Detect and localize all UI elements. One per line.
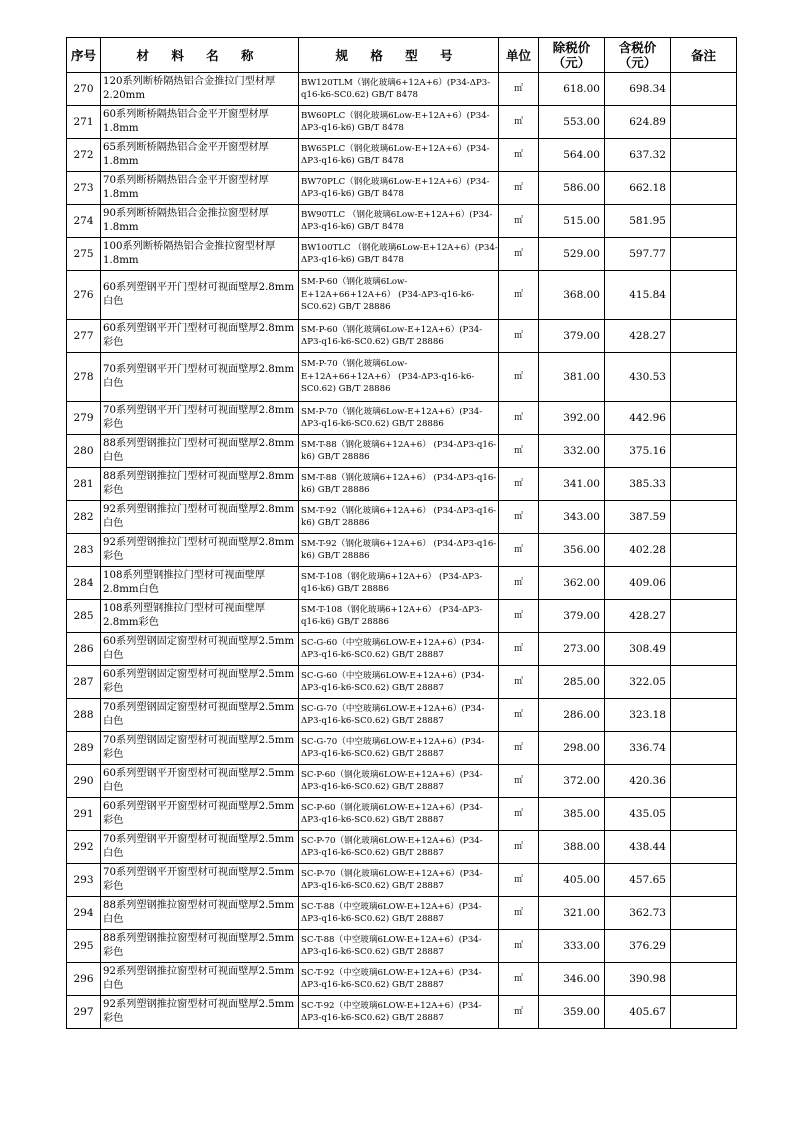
row-number-cell: 276 [67,271,101,320]
material-name-cell: 88系列塑钢推拉门型材可视面壁厚2.8mm彩色 [101,468,299,501]
material-price-table [66,37,737,1029]
row-number-cell: 275 [67,238,101,271]
remark-cell [671,435,737,468]
unit-cell: ㎡ [499,271,539,320]
unit-cell: ㎡ [499,699,539,732]
unit-cell: ㎡ [499,567,539,600]
price-ex-tax-cell: 286.00 [539,699,605,732]
table-row [67,963,737,996]
table-row [67,271,737,320]
spec-model-cell: SM-T-108（钢化玻璃6+12A+6） (P34-ΔP3-q16-k6) GB/T 28886 [299,567,499,600]
unit-cell: ㎡ [499,238,539,271]
material-name-cell: 60系列塑钢固定窗型材可视面壁厚2.5mm彩色 [101,666,299,699]
remark-cell [671,897,737,930]
table-row [67,435,737,468]
unit-cell: ㎡ [499,897,539,930]
table-row [67,666,737,699]
table-row [67,996,737,1029]
unit-cell: ㎡ [499,139,539,172]
table-header-row [67,38,737,73]
remark-cell [671,633,737,666]
spec-model-cell: SC-G-60（中空玻璃6LOW-E+12A+6）(P34-ΔP3-q16-k6-SC0.62) GB/T 28887 [299,633,499,666]
price-ex-tax-cell: 381.00 [539,353,605,402]
table-row [67,402,737,435]
remark-cell [671,172,737,205]
table-row [67,864,737,897]
table-row [67,567,737,600]
spec-model-cell: SC-G-60（中空玻璃6LOW-E+12A+6）(P34-ΔP3-q16-k6-SC0.62) GB/T 28887 [299,666,499,699]
spec-model-cell: SC-T-88（中空玻璃6LOW-E+12A+6）(P34-ΔP3-q16-k6-SC0.62) GB/T 28887 [299,897,499,930]
price-ex-tax-cell: 285.00 [539,666,605,699]
unit-cell: ㎡ [499,930,539,963]
row-number-cell: 277 [67,320,101,353]
spec-model-cell: SC-G-70（中空玻璃6LOW-E+12A+6）(P34-ΔP3-q16-k6-SC0.62) GB/T 28887 [299,732,499,765]
remark-cell [671,353,737,402]
price-inc-tax-cell: 438.44 [605,831,671,864]
spec-model-cell: SM-T-88（钢化玻璃6+12A+6） (P34-ΔP3-q16-k6) GB/T 28886 [299,435,499,468]
price-inc-tax-cell: 405.67 [605,996,671,1029]
remark-cell [671,765,737,798]
price-inc-tax-cell: 430.53 [605,353,671,402]
spec-model-cell: SM-T-108（钢化玻璃6+12A+6） (P34-ΔP3-q16-k6) GB/T 28886 [299,600,499,633]
header-spec: 规 格 型 号 [299,38,499,73]
table-row [67,353,737,402]
remark-cell [671,402,737,435]
unit-cell: ㎡ [499,732,539,765]
price-ex-tax-cell: 359.00 [539,996,605,1029]
table-row [67,501,737,534]
price-ex-tax-cell: 346.00 [539,963,605,996]
price-list-page [66,37,736,1029]
unit-cell: ㎡ [499,468,539,501]
material-name-cell: 60系列塑钢平开窗型材可视面壁厚2.5mm彩色 [101,798,299,831]
remark-cell [671,205,737,238]
price-inc-tax-cell: 435.05 [605,798,671,831]
material-name-cell: 108系列塑钢推拉门型材可视面壁厚2.8mm彩色 [101,600,299,633]
material-name-cell: 70系列塑钢固定窗型材可视面壁厚2.5mm白色 [101,699,299,732]
unit-cell: ㎡ [499,435,539,468]
price-ex-tax-cell: 362.00 [539,567,605,600]
table-row [67,320,737,353]
unit-cell: ㎡ [499,353,539,402]
remark-cell [671,930,737,963]
spec-model-cell: SC-T-92（中空玻璃6LOW-E+12A+6）(P34-ΔP3-q16-k6-SC0.62) GB/T 28887 [299,963,499,996]
row-number-cell: 271 [67,106,101,139]
price-ex-tax-cell: 405.00 [539,864,605,897]
spec-model-cell: BW90TLC （钢化玻璃6Low-E+12A+6）(P34-ΔP3-q16-k6) GB/T 8478 [299,205,499,238]
material-name-cell: 65系列断桥隔热铝合金平开窗型材厚1.8mm [101,139,299,172]
unit-cell: ㎡ [499,73,539,106]
price-inc-tax-cell: 387.59 [605,501,671,534]
price-inc-tax-cell: 442.96 [605,402,671,435]
price-ex-tax-cell: 553.00 [539,106,605,139]
spec-model-cell: SC-P-60（钢化玻璃6LOW-E+12A+6）(P34-ΔP3-q16-k6-SC0.62) GB/T 28887 [299,798,499,831]
price-ex-tax-cell: 385.00 [539,798,605,831]
row-number-cell: 289 [67,732,101,765]
material-name-cell: 88系列塑钢推拉窗型材可视面壁厚2.5mm彩色 [101,930,299,963]
table-row [67,172,737,205]
price-ex-tax-cell: 618.00 [539,73,605,106]
price-inc-tax-cell: 336.74 [605,732,671,765]
remark-cell [671,732,737,765]
table-row [67,534,737,567]
price-ex-tax-cell: 321.00 [539,897,605,930]
material-name-cell: 100系列断桥隔热铝合金推拉窗型材厚1.8mm [101,238,299,271]
table-row [67,765,737,798]
spec-model-cell: SM-P-60（钢化玻璃6Low-E+12A+6）(P34-ΔP3-q16-k6-SC0.62) GB/T 28886 [299,320,499,353]
table-row [67,633,737,666]
material-name-cell: 60系列塑钢固定窗型材可视面壁厚2.5mm白色 [101,633,299,666]
price-inc-tax-cell: 390.98 [605,963,671,996]
unit-cell: ㎡ [499,320,539,353]
remark-cell [671,271,737,320]
price-inc-tax-cell: 457.65 [605,864,671,897]
spec-model-cell: SC-P-70（钢化玻璃6LOW-E+12A+6）(P34-ΔP3-q16-k6-SC0.62) GB/T 28887 [299,864,499,897]
table-row [67,930,737,963]
table-row [67,238,737,271]
remark-cell [671,501,737,534]
price-inc-tax-cell: 581.95 [605,205,671,238]
spec-model-cell: SC-P-70（钢化玻璃6LOW-E+12A+6）(P34-ΔP3-q16-k6-SC0.62) GB/T 28887 [299,831,499,864]
header-price-ex-tax-line2: （元） [552,55,591,70]
row-number-cell: 279 [67,402,101,435]
table-row [67,831,737,864]
spec-model-cell: SM-P-70（钢化玻璃6Low-E+12A+6）(P34-ΔP3-q16-k6-SC0.62) GB/T 28886 [299,402,499,435]
material-name-cell: 70系列塑钢平开门型材可视面壁厚2.8mm彩色 [101,402,299,435]
price-ex-tax-cell: 515.00 [539,205,605,238]
row-number-cell: 287 [67,666,101,699]
table-row [67,732,737,765]
unit-cell: ㎡ [499,666,539,699]
price-ex-tax-cell: 368.00 [539,271,605,320]
price-inc-tax-cell: 415.84 [605,271,671,320]
spec-model-cell: SC-T-92（中空玻璃6LOW-E+12A+6）(P34-ΔP3-q16-k6-SC0.62) GB/T 28887 [299,996,499,1029]
unit-cell: ㎡ [499,633,539,666]
row-number-cell: 295 [67,930,101,963]
row-number-cell: 283 [67,534,101,567]
material-name-cell: 88系列塑钢推拉窗型材可视面壁厚2.5mm白色 [101,897,299,930]
table-row [67,73,737,106]
spec-model-cell: BW70PLC（钢化玻璃6Low-E+12A+6）(P34-ΔP3-q16-k6) GB/T 8478 [299,172,499,205]
row-number-cell: 274 [67,205,101,238]
header-price-ex-tax-line1: 除税价 [552,40,591,55]
price-inc-tax-cell: 402.28 [605,534,671,567]
price-inc-tax-cell: 597.77 [605,238,671,271]
header-price-inc-tax-line2: （元） [618,55,657,70]
spec-model-cell: SM-T-88（钢化玻璃6+12A+6） (P34-ΔP3-q16-k6) GB/T 28886 [299,468,499,501]
unit-cell: ㎡ [499,996,539,1029]
table-row [67,468,737,501]
remark-cell [671,600,737,633]
row-number-cell: 291 [67,798,101,831]
spec-model-cell: SM-P-70（钢化玻璃6Low-E+12A+66+12A+6） (P34-ΔP3-q16-k6-SC0.62) GB/T 28886 [299,353,499,402]
material-name-cell: 60系列塑钢平开窗型材可视面壁厚2.5mm白色 [101,765,299,798]
row-number-cell: 293 [67,864,101,897]
header-price-ex-tax [539,38,605,73]
row-number-cell: 296 [67,963,101,996]
price-inc-tax-cell: 385.33 [605,468,671,501]
table-row [67,600,737,633]
spec-model-cell: SM-P-60（钢化玻璃6Low-E+12A+66+12A+6） (P34-ΔP3-q16-k6-SC0.62) GB/T 28886 [299,271,499,320]
price-inc-tax-cell: 624.89 [605,106,671,139]
price-ex-tax-cell: 341.00 [539,468,605,501]
material-name-cell: 92系列塑钢推拉门型材可视面壁厚2.8mm白色 [101,501,299,534]
price-inc-tax-cell: 362.73 [605,897,671,930]
material-name-cell: 70系列塑钢平开窗型材可视面壁厚2.5mm白色 [101,831,299,864]
table-row [67,106,737,139]
price-inc-tax-cell: 375.16 [605,435,671,468]
row-number-cell: 270 [67,73,101,106]
material-name-cell: 90系列断桥隔热铝合金推拉窗型材厚1.8mm [101,205,299,238]
unit-cell: ㎡ [499,172,539,205]
unit-cell: ㎡ [499,501,539,534]
table-row [67,798,737,831]
spec-model-cell: SC-P-60（钢化玻璃6LOW-E+12A+6）(P34-ΔP3-q16-k6-SC0.62) GB/T 28887 [299,765,499,798]
row-number-cell: 284 [67,567,101,600]
header-unit: 单位 [499,38,539,73]
remark-cell [671,106,737,139]
header-remark: 备注 [671,38,737,73]
remark-cell [671,534,737,567]
remark-cell [671,139,737,172]
unit-cell: ㎡ [499,963,539,996]
row-number-cell: 285 [67,600,101,633]
material-name-cell: 108系列塑钢推拉门型材可视面壁厚2.8mm白色 [101,567,299,600]
price-ex-tax-cell: 298.00 [539,732,605,765]
unit-cell: ㎡ [499,402,539,435]
price-ex-tax-cell: 379.00 [539,320,605,353]
price-ex-tax-cell: 273.00 [539,633,605,666]
material-name-cell: 92系列塑钢推拉窗型材可视面壁厚2.5mm彩色 [101,996,299,1029]
spec-model-cell: BW60PLC（钢化玻璃6Low-E+12A+6）(P34-ΔP3-q16-k6) GB/T 8478 [299,106,499,139]
price-ex-tax-cell: 332.00 [539,435,605,468]
unit-cell: ㎡ [499,864,539,897]
table-row [67,205,737,238]
unit-cell: ㎡ [499,205,539,238]
price-inc-tax-cell: 420.36 [605,765,671,798]
remark-cell [671,831,737,864]
price-inc-tax-cell: 637.32 [605,139,671,172]
row-number-cell: 282 [67,501,101,534]
row-number-cell: 286 [67,633,101,666]
material-name-cell: 92系列塑钢推拉窗型材可视面壁厚2.5mm白色 [101,963,299,996]
price-ex-tax-cell: 388.00 [539,831,605,864]
material-name-cell: 60系列塑钢平开门型材可视面壁厚2.8mm白色 [101,271,299,320]
header-price-inc-tax [605,38,671,73]
price-ex-tax-cell: 333.00 [539,930,605,963]
table-body [67,73,737,1029]
remark-cell [671,567,737,600]
spec-model-cell: BW100TLC （钢化玻璃6Low-E+12A+6）(P34-ΔP3-q16-k6) GB/T 8478 [299,238,499,271]
unit-cell: ㎡ [499,765,539,798]
row-number-cell: 278 [67,353,101,402]
header-material-name: 材 料 名 称 [101,38,299,73]
row-number-cell: 290 [67,765,101,798]
remark-cell [671,699,737,732]
table-row [67,139,737,172]
spec-model-cell: SM-T-92（钢化玻璃6+12A+6） (P34-ΔP3-q16-k6) GB/T 28886 [299,501,499,534]
price-inc-tax-cell: 662.18 [605,172,671,205]
remark-cell [671,996,737,1029]
unit-cell: ㎡ [499,534,539,567]
price-inc-tax-cell: 428.27 [605,600,671,633]
material-name-cell: 88系列塑钢推拉门型材可视面壁厚2.8mm白色 [101,435,299,468]
row-number-cell: 297 [67,996,101,1029]
price-ex-tax-cell: 379.00 [539,600,605,633]
remark-cell [671,963,737,996]
remark-cell [671,238,737,271]
price-ex-tax-cell: 529.00 [539,238,605,271]
material-name-cell: 120系列断桥隔热铝合金推拉门型材厚2.20mm [101,73,299,106]
price-inc-tax-cell: 376.29 [605,930,671,963]
price-ex-tax-cell: 343.00 [539,501,605,534]
material-name-cell: 70系列塑钢平开窗型材可视面壁厚2.5mm彩色 [101,864,299,897]
unit-cell: ㎡ [499,831,539,864]
price-ex-tax-cell: 356.00 [539,534,605,567]
price-ex-tax-cell: 372.00 [539,765,605,798]
spec-model-cell: SM-T-92（钢化玻璃6+12A+6） (P34-ΔP3-q16-k6) GB/T 28886 [299,534,499,567]
header-no: 序号 [67,38,101,73]
remark-cell [671,798,737,831]
unit-cell: ㎡ [499,106,539,139]
row-number-cell: 280 [67,435,101,468]
unit-cell: ㎡ [499,600,539,633]
table-row [67,897,737,930]
header-price-inc-tax-line1: 含税价 [618,40,657,55]
price-inc-tax-cell: 308.49 [605,633,671,666]
material-name-cell: 92系列塑钢推拉门型材可视面壁厚2.8mm彩色 [101,534,299,567]
row-number-cell: 292 [67,831,101,864]
spec-model-cell: BW65PLC（钢化玻璃6Low-E+12A+6）(P34-ΔP3-q16-k6) GB/T 8478 [299,139,499,172]
row-number-cell: 294 [67,897,101,930]
material-name-cell: 70系列断桥隔热铝合金平开窗型材厚1.8mm [101,172,299,205]
material-name-cell: 70系列塑钢固定窗型材可视面壁厚2.5mm彩色 [101,732,299,765]
price-ex-tax-cell: 564.00 [539,139,605,172]
remark-cell [671,468,737,501]
table-row [67,699,737,732]
spec-model-cell: SC-G-70（中空玻璃6LOW-E+12A+6）(P34-ΔP3-q16-k6-SC0.62) GB/T 28887 [299,699,499,732]
material-name-cell: 60系列断桥隔热铝合金平开窗型材厚1.8mm [101,106,299,139]
remark-cell [671,320,737,353]
remark-cell [671,666,737,699]
price-inc-tax-cell: 323.18 [605,699,671,732]
row-number-cell: 273 [67,172,101,205]
remark-cell [671,73,737,106]
spec-model-cell: BW120TLM（钢化玻璃6+12A+6）(P34-ΔP3-q16-k6-SC0.62) GB/T 8478 [299,73,499,106]
row-number-cell: 281 [67,468,101,501]
price-ex-tax-cell: 392.00 [539,402,605,435]
price-inc-tax-cell: 698.34 [605,73,671,106]
row-number-cell: 272 [67,139,101,172]
price-inc-tax-cell: 409.06 [605,567,671,600]
price-inc-tax-cell: 428.27 [605,320,671,353]
material-name-cell: 60系列塑钢平开门型材可视面壁厚2.8mm彩色 [101,320,299,353]
remark-cell [671,864,737,897]
price-ex-tax-cell: 586.00 [539,172,605,205]
unit-cell: ㎡ [499,798,539,831]
row-number-cell: 288 [67,699,101,732]
price-inc-tax-cell: 322.05 [605,666,671,699]
spec-model-cell: SC-T-88（中空玻璃6LOW-E+12A+6）(P34-ΔP3-q16-k6-SC0.62) GB/T 28887 [299,930,499,963]
material-name-cell: 70系列塑钢平开门型材可视面壁厚2.8mm白色 [101,353,299,402]
